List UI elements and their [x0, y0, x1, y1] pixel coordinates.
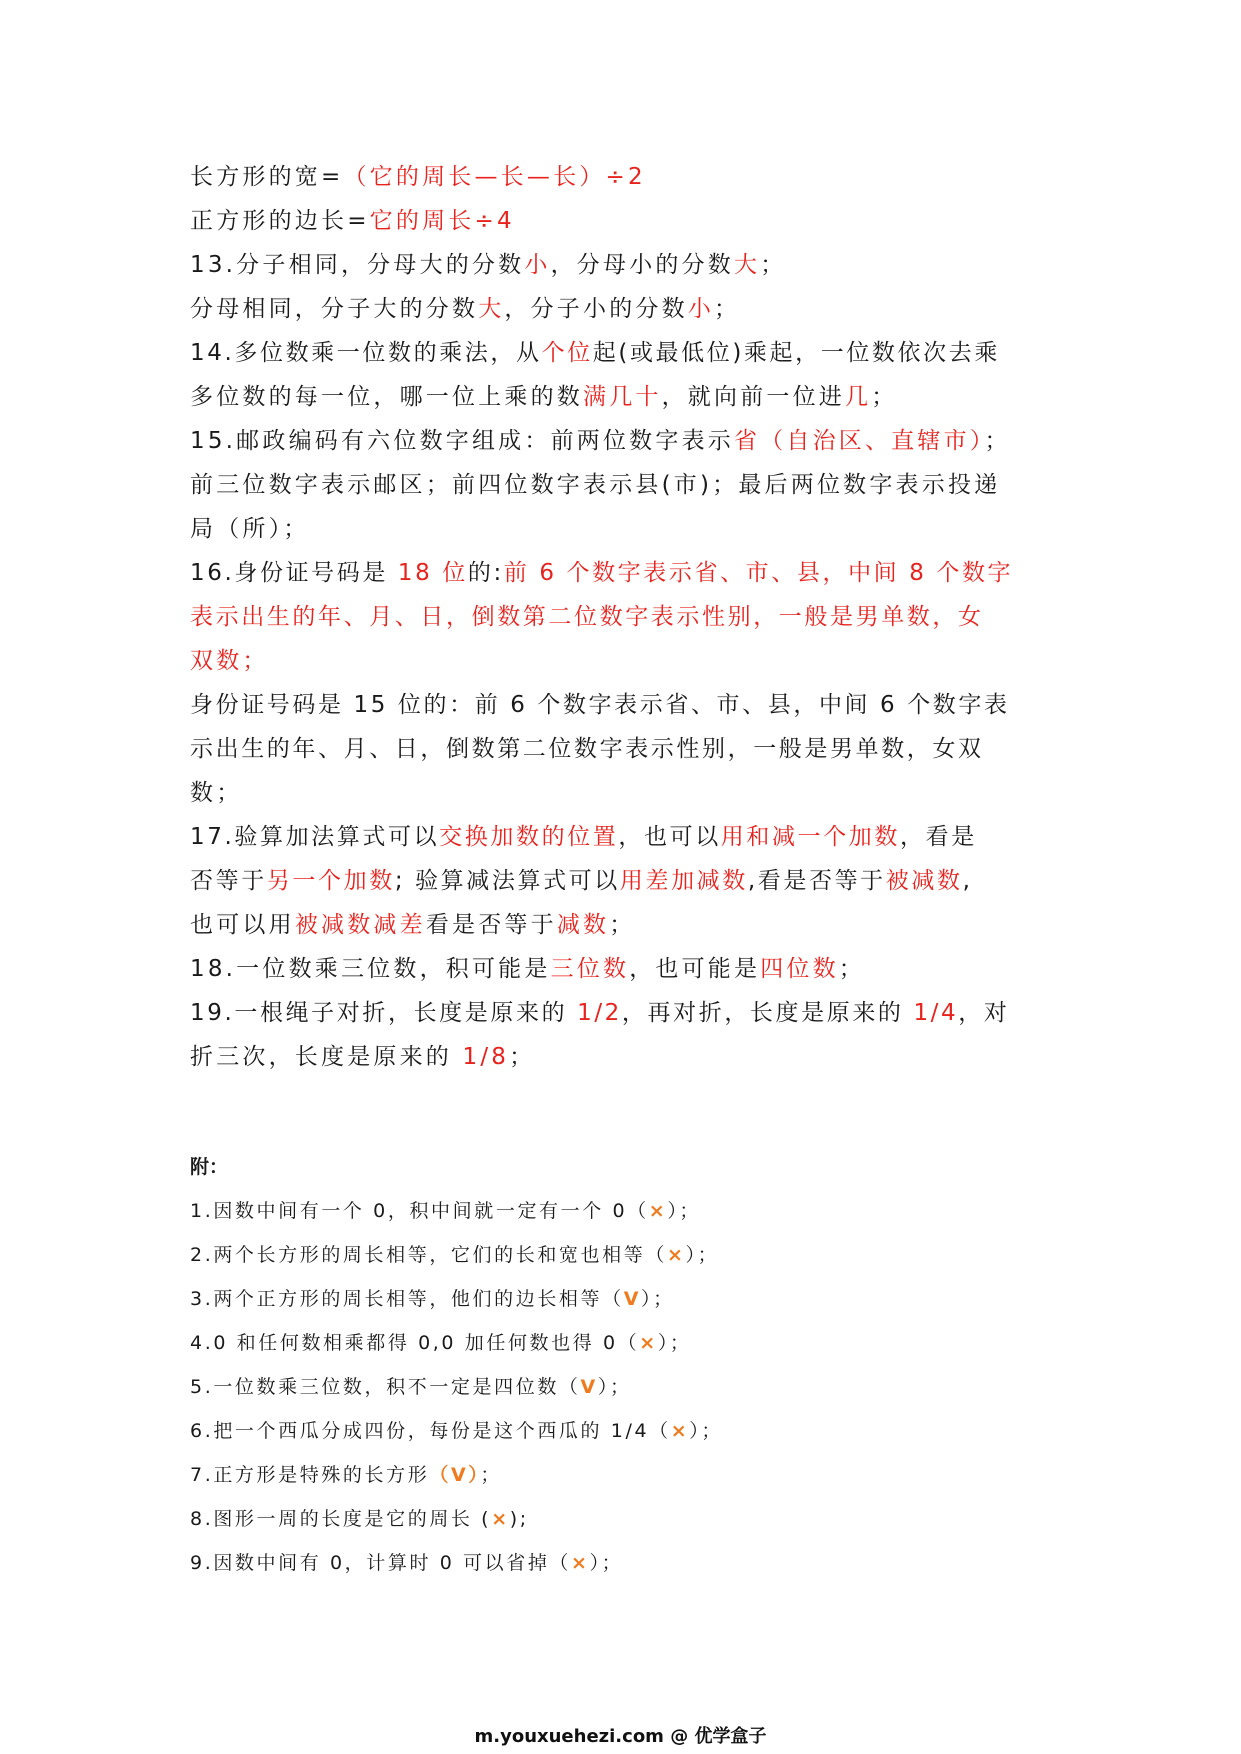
text-line: 长方形的宽=（它的周长—长—长）÷2 — [190, 164, 646, 190]
text-line: 13.分子相同，分母大的分数小，分母小的分数大； — [190, 252, 787, 278]
text-line: 19.一根绳子对折，长度是原来的 1/2，再对折，长度是原来的 1/4，对 — [190, 1000, 1010, 1026]
cross-mark-icon: × — [670, 1420, 690, 1442]
appendix-item: 6.把一个西瓜分成四份，每份是这个西瓜的 1/4（×）； — [190, 1420, 723, 1442]
appendix-item: 7.正方形是特殊的长方形（V）； — [190, 1464, 502, 1486]
text-line: 也可以用被减数减差看是否等于减数； — [190, 912, 636, 938]
cross-mark-icon: × — [648, 1200, 668, 1222]
text-line: 身份证号码是 15 位的：前 6 个数字表示省、市、县，中间 6 个数字表 — [190, 692, 1010, 718]
text-line: 正方形的边长=它的周长÷4 — [190, 208, 515, 234]
cross-mark-icon: × — [639, 1332, 658, 1354]
main-text-block — [190, 155, 1060, 1079]
appendix-item: 3.两个正方形的周长相等，他们的边长相等（V）； — [190, 1288, 675, 1310]
text-line: 示出生的年、月、日，倒数第二位数字表示性别，一般是男单数，女双 — [190, 736, 984, 762]
appendix-item: 8.图形一周的长度是它的周长 (×); — [190, 1508, 529, 1530]
cross-mark-icon: × — [491, 1508, 510, 1530]
appendix-item: 2.两个长方形的周长相等，它们的长和宽也相等（×）； — [190, 1244, 720, 1266]
text-line: 折三次，长度是原来的 1/8； — [190, 1044, 536, 1070]
text-line: 表示出生的年、月、日，倒数第二位数字表示性别，一般是男单数，女 — [190, 604, 984, 630]
text-line: 局（所）； — [190, 516, 310, 542]
text-line: 否等于另一个加数; 验算减法算式可以用差加减数,看是否等于被减数, — [190, 868, 973, 894]
text-line: 14.多位数乘一位数的乘法，从个位起(或最低位)乘起，一位数依次去乘 — [190, 340, 1000, 366]
check-mark-icon: （V） — [429, 1464, 481, 1486]
appendix-item: 9.因数中间有 0，计算时 0 可以省掉（×）； — [190, 1552, 624, 1574]
appendix-item: 5.一位数乘三位数，积不一定是四位数（V）； — [190, 1376, 632, 1398]
text-line: 15.邮政编码有六位数字组成：前两位数字表示省（自治区、直辖市）； — [190, 428, 1011, 454]
page-footer: m.youxuehezi.com @ 优学盒子 — [474, 1726, 767, 1747]
cross-mark-icon: × — [666, 1244, 686, 1266]
text-line: 16.身份证号码是 18 位的:前 6 个数字表示省、市、县，中间 8 个数字 — [190, 560, 1014, 586]
text-line: 18.一位数乘三位数，积可能是三位数，也可能是四位数； — [190, 956, 865, 982]
text-line: 数； — [190, 780, 243, 806]
appendix-section — [190, 1145, 1060, 1585]
text-line: 17.验算加法算式可以交换加数的位置，也可以用和减一个加数，看是 — [190, 824, 977, 850]
text-line: 多位数的每一位，哪一位上乘的数满几十，就向前一位进几； — [190, 384, 898, 410]
text-line: 分母相同，分子大的分数大，分子小的分数小； — [190, 296, 741, 322]
check-mark-icon: V — [580, 1376, 598, 1398]
text-line: 前三位数字表示邮区；前四位数字表示县(市)；最后两位数字表示投递 — [190, 472, 1001, 498]
cross-mark-icon: × — [571, 1552, 590, 1574]
appendix-item: 1.因数中间有一个 0，积中间就一定有一个 0（×）； — [190, 1200, 702, 1222]
appendix-item: 4.0 和任何数相乘都得 0,0 加任何数也得 0（×）； — [190, 1332, 692, 1354]
check-mark-icon: V — [623, 1288, 642, 1310]
appendix-title: 附： — [190, 1156, 229, 1178]
text-line: 双数； — [190, 648, 269, 674]
